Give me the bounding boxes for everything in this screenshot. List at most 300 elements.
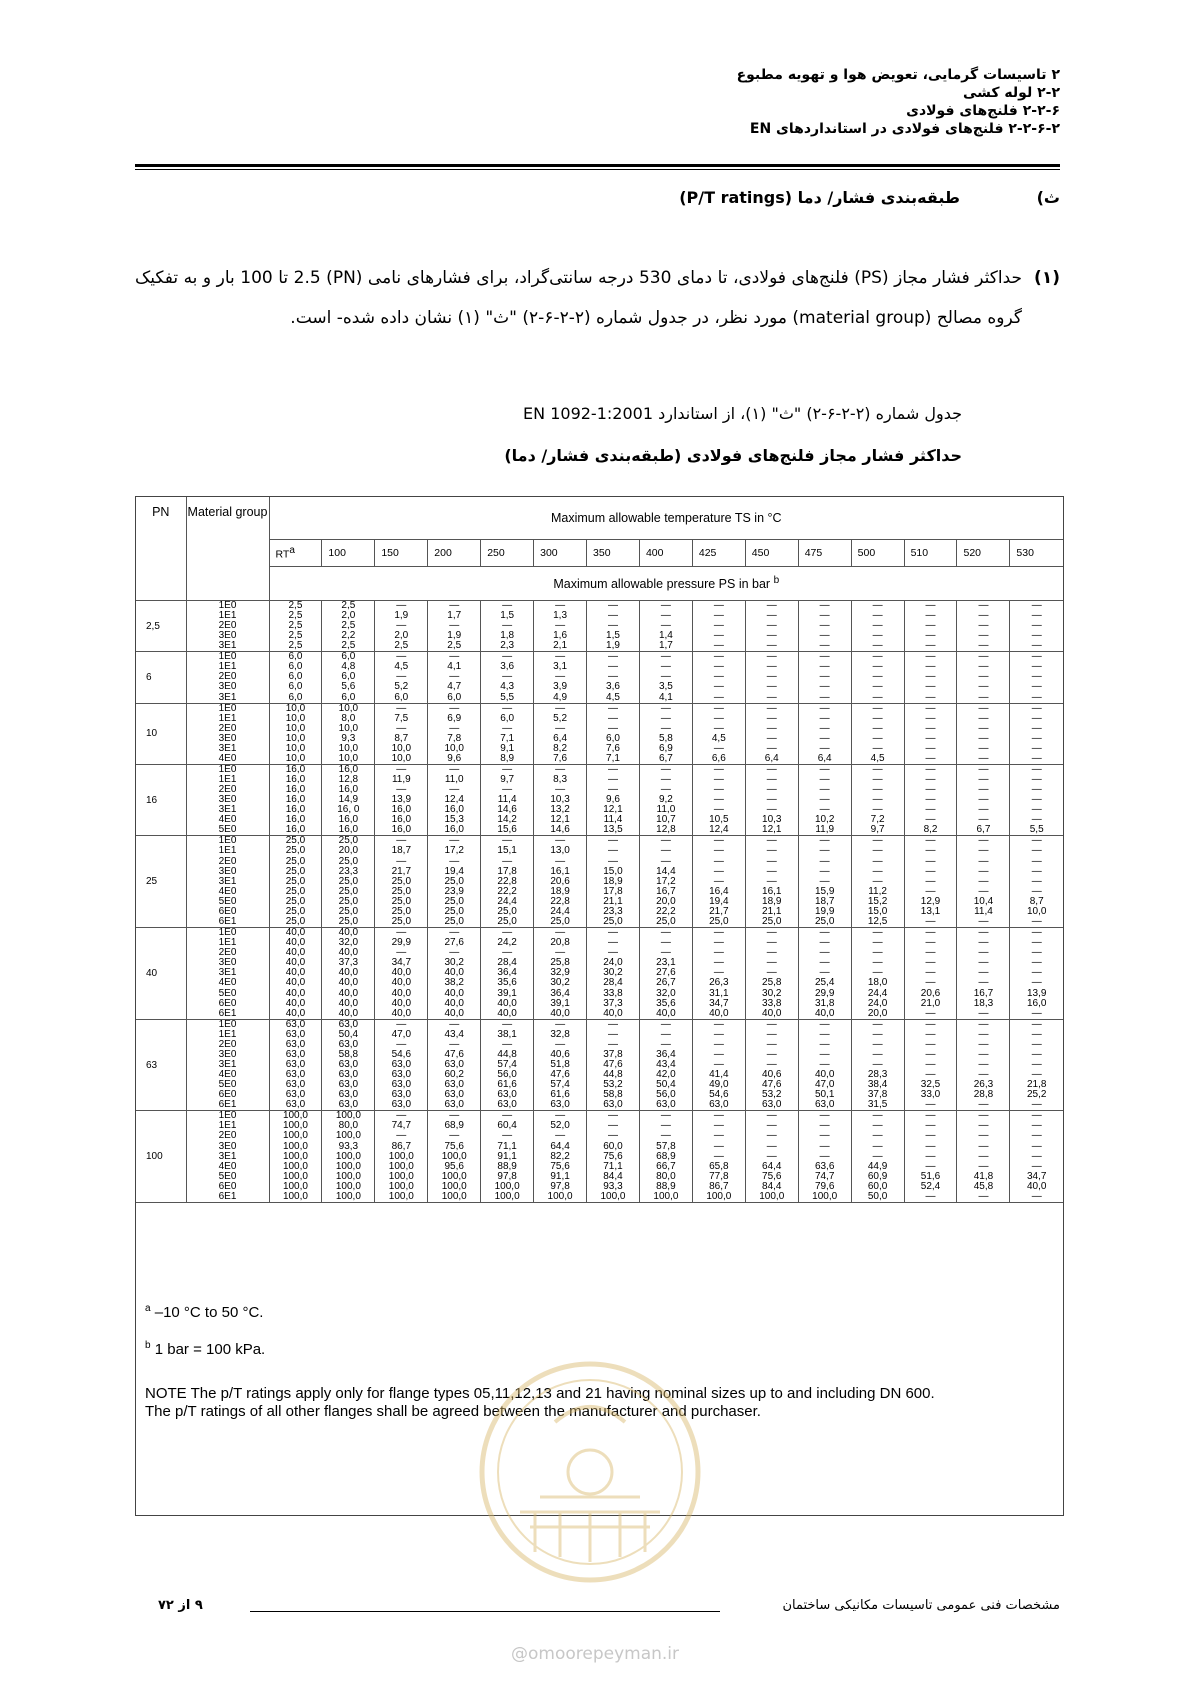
table-row bbox=[136, 857, 1063, 867]
pressure-value-cell: — bbox=[851, 764, 904, 775]
pressure-value-cell: 100,0 bbox=[428, 1172, 481, 1182]
table-row bbox=[136, 775, 1063, 785]
pressure-value-cell: — bbox=[957, 1131, 1010, 1141]
pressure-value-cell: 68,9 bbox=[639, 1152, 692, 1162]
pressure-value-cell: 26,3 bbox=[957, 1080, 1010, 1090]
material-group-cell: 3E0 bbox=[186, 1142, 269, 1152]
pressure-value-cell: 6,4 bbox=[745, 754, 798, 765]
pressure-value-cell: 58,8 bbox=[322, 1050, 375, 1060]
pressure-value-cell: 25,0 bbox=[428, 917, 481, 928]
pressure-value-cell: — bbox=[1031, 722, 1042, 734]
pressure-value-cell: 4,5 bbox=[375, 662, 428, 672]
pressure-value-cell: 80,0 bbox=[639, 1172, 692, 1182]
pn-cell: 16 bbox=[136, 764, 186, 835]
pressure-value-cell: 44,8 bbox=[587, 1070, 640, 1080]
table-row bbox=[136, 1060, 1063, 1070]
material-group-cell: 5E0 bbox=[186, 897, 269, 907]
temp-header: 150 bbox=[375, 540, 428, 567]
pressure-value-cell: 25,0 bbox=[375, 887, 428, 897]
pressure-value-cell: 9,1 bbox=[481, 744, 534, 754]
pressure-value-cell: 20,0 bbox=[639, 897, 692, 907]
pressure-value-cell: — bbox=[534, 1111, 587, 1122]
pressure-value-cell: — bbox=[639, 785, 692, 795]
pressure-value-cell: — bbox=[481, 948, 534, 958]
pressure-value-cell: 18,7 bbox=[375, 846, 428, 856]
pressure-value-cell: 10,0 bbox=[269, 734, 322, 744]
temp-header: 200 bbox=[428, 540, 481, 567]
pressure-value-cell: 10,4 bbox=[957, 897, 1010, 907]
pressure-value-cell: 5,6 bbox=[322, 682, 375, 692]
pt-ratings-table bbox=[136, 497, 1063, 1203]
pressure-value-cell: 34,7 bbox=[1026, 1170, 1047, 1182]
pressure-value-cell: 40,0 bbox=[322, 999, 375, 1009]
pressure-value-cell: — bbox=[798, 857, 851, 867]
pressure-value-cell: — bbox=[798, 672, 851, 682]
pressure-value-cell: — bbox=[1031, 855, 1042, 867]
table-row bbox=[136, 601, 1063, 612]
pressure-value-cell: — bbox=[904, 601, 957, 612]
pressure-value-cell: 4,1 bbox=[428, 662, 481, 672]
pressure-value-cell: — bbox=[798, 734, 851, 744]
pressure-value-cell: 30,2 bbox=[534, 978, 587, 988]
pressure-value-cell: — bbox=[851, 672, 904, 682]
pressure-value-cell: 35,6 bbox=[481, 978, 534, 988]
pressure-value-cell: 9,3 bbox=[322, 734, 375, 744]
material-group-cell: 4E0 bbox=[186, 978, 269, 988]
pressure-value-cell: 25,0 bbox=[745, 917, 798, 928]
pressure-value-cell: 19,9 bbox=[798, 907, 851, 917]
pressure-value-cell: 95,6 bbox=[428, 1162, 481, 1172]
pressure-value-cell: — bbox=[639, 928, 692, 939]
table-body bbox=[136, 601, 1063, 1203]
pressure-value-cell: 100,0 bbox=[269, 1111, 322, 1122]
pressure-value-cell: 7,5 bbox=[375, 714, 428, 724]
pressure-value-cell: 43,4 bbox=[639, 1060, 692, 1070]
table-title: حداکثر فشار مجاز فلنج‌های فولادی (طبقه‌بندی فشار/ دما) bbox=[504, 446, 962, 465]
pressure-value-cell: 16,1 bbox=[534, 867, 587, 877]
pressure-value-cell: — bbox=[534, 672, 587, 682]
pressure-value-cell: 23,3 bbox=[322, 867, 375, 877]
pressure-value-cell: — bbox=[904, 764, 957, 775]
pressure-value-cell: 40,0 bbox=[481, 1009, 534, 1020]
material-group-cell: 6E0 bbox=[186, 1182, 269, 1192]
pressure-value-cell: 11,4 bbox=[481, 795, 534, 805]
pressure-value-cell: 15,3 bbox=[428, 815, 481, 825]
pressure-value-cell: 75,6 bbox=[745, 1172, 798, 1182]
pressure-value-cell: — bbox=[904, 795, 957, 805]
pressure-value-cell: 24,4 bbox=[534, 907, 587, 917]
pressure-value-cell: — bbox=[692, 693, 745, 704]
pressure-value-cell: — bbox=[904, 1131, 957, 1141]
pressure-value-cell: 24,4 bbox=[851, 989, 904, 999]
pressure-value-cell: 25,0 bbox=[322, 897, 375, 907]
pressure-value-cell: — bbox=[692, 611, 745, 621]
pressure-value-cell: 63,0 bbox=[269, 1040, 322, 1050]
pressure-value-cell: — bbox=[481, 928, 534, 939]
pressure-value-cell: — bbox=[745, 1019, 798, 1030]
pressure-value-cell: 88,9 bbox=[481, 1162, 534, 1172]
pressure-value-cell: 93,3 bbox=[322, 1142, 375, 1152]
pressure-value-cell: — bbox=[957, 662, 1010, 672]
pressure-value-cell: 9,7 bbox=[481, 775, 534, 785]
material-group-cell: 6E1 bbox=[186, 1192, 269, 1203]
material-group-cell: 1E1 bbox=[186, 1121, 269, 1131]
pressure-value-cell: 100,0 bbox=[269, 1182, 322, 1192]
pressure-value-cell: 25,0 bbox=[428, 877, 481, 887]
pressure-value-cell: 17,8 bbox=[587, 887, 640, 897]
pressure-value-cell: 25,0 bbox=[428, 897, 481, 907]
pressure-value-cell: 15,9 bbox=[798, 887, 851, 897]
watermark-text: @omoorepeyman.ir bbox=[510, 1644, 680, 1664]
pressure-value-cell: — bbox=[587, 621, 640, 631]
pn-cell: 40 bbox=[136, 928, 186, 1020]
material-group-cell: 1E0 bbox=[186, 836, 269, 847]
pressure-value-cell: 40,0 bbox=[639, 1009, 692, 1020]
pressure-value-cell: 28,3 bbox=[851, 1070, 904, 1080]
pressure-value-cell: 15,1 bbox=[481, 846, 534, 856]
pressure-value-cell: — bbox=[1010, 1009, 1063, 1020]
table-row bbox=[136, 682, 1063, 692]
pressure-value-cell: 63,0 bbox=[322, 1080, 375, 1090]
pressure-value-cell: — bbox=[534, 948, 587, 958]
pressure-value-cell: 19,4 bbox=[692, 897, 745, 907]
pressure-value-cell: — bbox=[692, 785, 745, 795]
pressure-value-cell: 12,1 bbox=[534, 815, 587, 825]
pressure-value-cell: — bbox=[851, 1030, 904, 1040]
pressure-value-cell: 25,0 bbox=[639, 917, 692, 928]
material-group-cell: 1E1 bbox=[186, 714, 269, 724]
pressure-value-cell: 40,0 bbox=[745, 1009, 798, 1020]
pressure-value-cell: — bbox=[957, 1142, 1010, 1152]
pressure-value-cell: 63,0 bbox=[375, 1090, 428, 1100]
pressure-value-cell: 22,2 bbox=[639, 907, 692, 917]
pressure-value-cell: 32,5 bbox=[904, 1080, 957, 1090]
pressure-value-cell: 1,3 bbox=[534, 611, 587, 621]
pressure-value-cell: — bbox=[798, 1131, 851, 1141]
pressure-value-cell: 6,0 bbox=[587, 734, 640, 744]
pressure-value-cell: 33,8 bbox=[745, 999, 798, 1009]
pressure-value-cell: — bbox=[851, 1019, 904, 1030]
pressure-value-cell: — bbox=[904, 836, 957, 847]
pressure-value-cell: 71,1 bbox=[587, 1162, 640, 1172]
pressure-value-cell: — bbox=[692, 621, 745, 631]
pressure-value-cell: 63,0 bbox=[269, 1050, 322, 1060]
pressure-value-cell: 25,0 bbox=[481, 917, 534, 928]
material-group-cell: 1E0 bbox=[186, 703, 269, 714]
pressure-value-cell: 8,2 bbox=[534, 744, 587, 754]
pressure-value-cell: 20,0 bbox=[322, 846, 375, 856]
pressure-value-cell: 8,7 bbox=[1029, 895, 1044, 907]
pressure-value-cell: 63,0 bbox=[428, 1060, 481, 1070]
pressure-value-cell: 4,5 bbox=[851, 754, 904, 765]
pressure-value-cell: 21,1 bbox=[587, 897, 640, 907]
pressure-value-cell: 40,0 bbox=[269, 948, 322, 958]
pressure-value-cell: 63,0 bbox=[322, 1060, 375, 1070]
temp-header: 100 bbox=[322, 540, 375, 567]
pressure-value-cell: 25,0 bbox=[322, 907, 375, 917]
pressure-value-cell: 1,7 bbox=[428, 611, 481, 621]
pressure-value-cell: — bbox=[851, 693, 904, 704]
pressure-value-cell: 39,1 bbox=[481, 989, 534, 999]
pressure-value-cell: 100,0 bbox=[269, 1142, 322, 1152]
pn-cell: 10 bbox=[136, 703, 186, 764]
pressure-value-cell: 6,0 bbox=[269, 672, 322, 682]
pressure-value-cell: 10,0 bbox=[375, 754, 428, 765]
pressure-value-cell: 25,0 bbox=[587, 917, 640, 928]
pressure-value-cell: 35,6 bbox=[639, 999, 692, 1009]
pressure-value-cell: — bbox=[692, 1019, 745, 1030]
pressure-value-cell: — bbox=[639, 1030, 692, 1040]
pressure-value-cell: — bbox=[745, 1030, 798, 1040]
pressure-value-cell: — bbox=[375, 785, 428, 795]
pressure-value-cell: 15,6 bbox=[481, 825, 534, 836]
pressure-value-cell: 1,6 bbox=[534, 631, 587, 641]
pressure-value-cell: 25,0 bbox=[375, 897, 428, 907]
pressure-value-cell: — bbox=[375, 764, 428, 775]
pressure-value-cell: 16, 0 bbox=[322, 805, 375, 815]
pressure-value-cell: 16,0 bbox=[322, 825, 375, 836]
pressure-value-cell: — bbox=[692, 682, 745, 692]
pressure-value-cell: 2,3 bbox=[481, 641, 534, 652]
pressure-value-cell: 29,9 bbox=[798, 989, 851, 999]
pressure-value-cell: — bbox=[745, 1121, 798, 1131]
pressure-value-cell: 60,4 bbox=[481, 1121, 534, 1131]
pressure-value-cell: — bbox=[428, 703, 481, 714]
pressure-value-cell: — bbox=[428, 764, 481, 775]
pressure-value-cell: — bbox=[851, 785, 904, 795]
material-group-cell: 1E1 bbox=[186, 611, 269, 621]
pressure-value-cell: 13,5 bbox=[587, 825, 640, 836]
pressure-value-cell: 16,0 bbox=[269, 775, 322, 785]
pressure-value-cell: 40,0 bbox=[375, 989, 428, 999]
pressure-value-cell: 100,0 bbox=[322, 1192, 375, 1203]
pressure-value-cell: 10,0 bbox=[375, 744, 428, 754]
pressure-value-cell: 63,0 bbox=[322, 1090, 375, 1100]
pressure-value-cell: — bbox=[639, 1040, 692, 1050]
pressure-value-cell: — bbox=[745, 672, 798, 682]
pressure-value-cell: — bbox=[904, 1060, 957, 1070]
material-group-cell: 4E0 bbox=[186, 815, 269, 825]
pressure-value-cell: — bbox=[375, 724, 428, 734]
pressure-value-cell: — bbox=[587, 857, 640, 867]
pressure-value-cell: — bbox=[1031, 804, 1042, 816]
pressure-value-cell: 16,0 bbox=[375, 825, 428, 836]
pressure-value-cell: — bbox=[957, 948, 1010, 958]
pressure-value-cell: 53,2 bbox=[587, 1080, 640, 1090]
pressure-value-cell: — bbox=[851, 1142, 904, 1152]
pressure-value-cell: 56,0 bbox=[639, 1090, 692, 1100]
pressure-value-cell: 37,3 bbox=[587, 999, 640, 1009]
material-group-cell: 5E0 bbox=[186, 1172, 269, 1182]
paragraph-text: حداکثر فشار مجاز (PS) فلنج‌های فولادی، تا دمای 530 درجه سانتی‌گراد، برای فشارهای نامی (PN) 2.5 تا 100 بار و به تفکیک گروه مصالح (material group) مورد نظر، در جدول شماره (۲-۲-۶-۲) "ث" (۱) نشان داده شده- است. bbox=[135, 268, 1023, 328]
pressure-value-cell: — bbox=[692, 641, 745, 652]
material-group-cell: 3E0 bbox=[186, 867, 269, 877]
pressure-value-cell: — bbox=[1031, 1120, 1042, 1132]
material-group-cell: 6E1 bbox=[186, 1100, 269, 1111]
pressure-value-cell: — bbox=[692, 846, 745, 856]
pressure-value-cell: — bbox=[957, 867, 1010, 877]
pressure-value-cell: 8,0 bbox=[322, 714, 375, 724]
paragraph bbox=[135, 258, 1060, 338]
table-row bbox=[136, 1131, 1063, 1141]
pressure-value-cell: 41,4 bbox=[692, 1070, 745, 1080]
pressure-value-cell: — bbox=[639, 601, 692, 612]
pressure-value-cell: — bbox=[904, 662, 957, 672]
pressure-value-cell: 37,8 bbox=[587, 1050, 640, 1060]
pressure-value-cell: — bbox=[639, 714, 692, 724]
temp-header: 450 bbox=[745, 540, 798, 567]
pressure-value-cell: 21,0 bbox=[904, 999, 957, 1009]
pressure-value-cell: — bbox=[798, 1142, 851, 1152]
pressure-value-cell: 25,0 bbox=[375, 907, 428, 917]
pressure-value-cell: 13,1 bbox=[904, 907, 957, 917]
pressure-value-cell: — bbox=[851, 652, 904, 663]
pressure-value-cell: 40,0 bbox=[375, 978, 428, 988]
table-row bbox=[136, 907, 1063, 917]
pressure-value-cell: 24,0 bbox=[851, 999, 904, 1009]
pressure-value-cell: 49,0 bbox=[692, 1080, 745, 1090]
material-group-cell: 6E0 bbox=[186, 1090, 269, 1100]
pressure-value-cell: — bbox=[639, 672, 692, 682]
pressure-value-cell: 18,0 bbox=[851, 978, 904, 988]
pressure-value-cell: 86,7 bbox=[375, 1142, 428, 1152]
material-group-cell: 3E1 bbox=[186, 1152, 269, 1162]
pressure-value-cell: — bbox=[692, 1142, 745, 1152]
material-group-cell: 3E0 bbox=[186, 1050, 269, 1060]
pressure-value-cell: 27,6 bbox=[428, 938, 481, 948]
pressure-value-cell: 44,9 bbox=[851, 1162, 904, 1172]
pressure-value-cell: 21,7 bbox=[692, 907, 745, 917]
table-row bbox=[136, 917, 1063, 928]
pressure-value-cell: 63,0 bbox=[269, 1030, 322, 1040]
pressure-value-cell: 2,0 bbox=[322, 611, 375, 621]
pressure-value-cell: 25,0 bbox=[322, 887, 375, 897]
pressure-value-cell: — bbox=[1031, 1048, 1042, 1060]
pressure-value-cell: — bbox=[1031, 835, 1042, 847]
pressure-value-cell: 100,0 bbox=[692, 1192, 745, 1203]
pressure-value-cell: — bbox=[798, 1121, 851, 1131]
pressure-value-cell: — bbox=[692, 928, 745, 939]
pressure-value-cell: 12,9 bbox=[904, 897, 957, 907]
pressure-value-cell: 63,0 bbox=[587, 1100, 640, 1111]
pressure-value-cell: 21,8 bbox=[1026, 1079, 1047, 1091]
pressure-value-cell: 32,8 bbox=[534, 1030, 587, 1040]
pressure-value-cell: — bbox=[957, 938, 1010, 948]
pressure-value-cell: 100,0 bbox=[269, 1121, 322, 1131]
pressure-value-cell: 84,4 bbox=[587, 1172, 640, 1182]
table-row bbox=[136, 805, 1063, 815]
pressure-value-cell: — bbox=[851, 958, 904, 968]
pressure-value-cell: — bbox=[904, 928, 957, 939]
pressure-value-cell: 15,0 bbox=[587, 867, 640, 877]
pressure-value-cell: 37,3 bbox=[322, 958, 375, 968]
pressure-value-cell: — bbox=[1010, 641, 1063, 652]
pressure-value-cell: — bbox=[587, 938, 640, 948]
pressure-value-cell: 23,9 bbox=[428, 887, 481, 897]
pressure-value-cell: — bbox=[957, 1121, 1010, 1131]
pressure-value-cell: 10,3 bbox=[534, 795, 587, 805]
pressure-value-cell: 100,0 bbox=[375, 1192, 428, 1203]
pressure-value-cell: — bbox=[692, 958, 745, 968]
pressure-value-cell: — bbox=[798, 621, 851, 631]
pressure-value-cell: — bbox=[1031, 927, 1042, 939]
pressure-value-cell: — bbox=[798, 641, 851, 652]
pressure-value-cell: 40,0 bbox=[269, 928, 322, 939]
pressure-value-cell: — bbox=[534, 1019, 587, 1030]
pressure-value-cell: — bbox=[639, 1019, 692, 1030]
pressure-value-cell: — bbox=[428, 857, 481, 867]
pressure-value-cell: — bbox=[1031, 967, 1042, 979]
pressure-value-cell: 40,0 bbox=[428, 989, 481, 999]
pressure-value-cell: — bbox=[904, 867, 957, 877]
pressure-value-cell: 60,0 bbox=[587, 1142, 640, 1152]
table-row bbox=[136, 877, 1063, 887]
pressure-value-cell: 24,4 bbox=[481, 897, 534, 907]
pressure-value-cell: 60,2 bbox=[428, 1070, 481, 1080]
pressure-value-cell: — bbox=[745, 764, 798, 775]
pressure-value-cell: — bbox=[798, 938, 851, 948]
pressure-value-cell: 2,2 bbox=[322, 631, 375, 641]
temperature-title-text: Maximum allowable temperature TS in °C bbox=[550, 511, 782, 525]
material-group-cell: 5E0 bbox=[186, 1080, 269, 1090]
pressure-value-cell: 38,4 bbox=[851, 1080, 904, 1090]
pressure-value-cell: 63,0 bbox=[428, 1090, 481, 1100]
pressure-value-cell: 40,0 bbox=[1026, 1180, 1047, 1192]
pressure-value-cell: 63,0 bbox=[269, 1019, 322, 1030]
pressure-value-cell: 100,0 bbox=[269, 1172, 322, 1182]
table-row bbox=[136, 764, 1063, 775]
pressure-value-cell: 25,0 bbox=[322, 857, 375, 867]
pressure-value-cell: 80,0 bbox=[322, 1121, 375, 1131]
pressure-value-cell: 40,0 bbox=[322, 1009, 375, 1020]
material-group-cell: 1E0 bbox=[186, 652, 269, 663]
table-row bbox=[136, 652, 1063, 663]
pressure-value-cell: — bbox=[957, 1040, 1010, 1050]
pressure-value-cell: — bbox=[692, 1121, 745, 1131]
table-row bbox=[136, 754, 1063, 765]
pn-cell: 100 bbox=[136, 1111, 186, 1203]
pressure-value-cell: — bbox=[957, 734, 1010, 744]
pressure-value-cell: 37,8 bbox=[851, 1090, 904, 1100]
pressure-value-cell: 22,2 bbox=[481, 887, 534, 897]
pressure-value-cell: 10,3 bbox=[745, 815, 798, 825]
pressure-value-cell: — bbox=[534, 857, 587, 867]
pressure-value-cell: — bbox=[745, 795, 798, 805]
pressure-value-cell: 40,0 bbox=[428, 999, 481, 1009]
pressure-value-cell: — bbox=[904, 1040, 957, 1050]
pressure-value-cell: — bbox=[1031, 661, 1042, 673]
pressure-value-cell: — bbox=[851, 734, 904, 744]
pressure-value-cell: 25,2 bbox=[1026, 1089, 1047, 1101]
pressure-value-cell: 45,8 bbox=[957, 1182, 1010, 1192]
pressure-value-cell: — bbox=[1031, 610, 1042, 621]
pressure-value-cell: 2,5 bbox=[322, 621, 375, 631]
pressure-value-cell: — bbox=[851, 948, 904, 958]
pressure-value-cell: 19,4 bbox=[428, 867, 481, 877]
material-group-cell: 3E0 bbox=[186, 734, 269, 744]
pressure-value-cell: — bbox=[798, 928, 851, 939]
pressure-value-cell: — bbox=[639, 948, 692, 958]
pressure-value-cell: — bbox=[957, 978, 1010, 988]
pressure-value-cell: — bbox=[1031, 1110, 1042, 1122]
pressure-value-cell: — bbox=[375, 652, 428, 663]
pressure-value-cell: 20,6 bbox=[904, 989, 957, 999]
pressure-value-cell: — bbox=[745, 662, 798, 672]
temp-rt: $RT^a$ bbox=[269, 540, 322, 567]
pressure-value-cell: — bbox=[745, 621, 798, 631]
pressure-value-cell: 60,0 bbox=[851, 1182, 904, 1192]
table-row bbox=[136, 1030, 1063, 1040]
